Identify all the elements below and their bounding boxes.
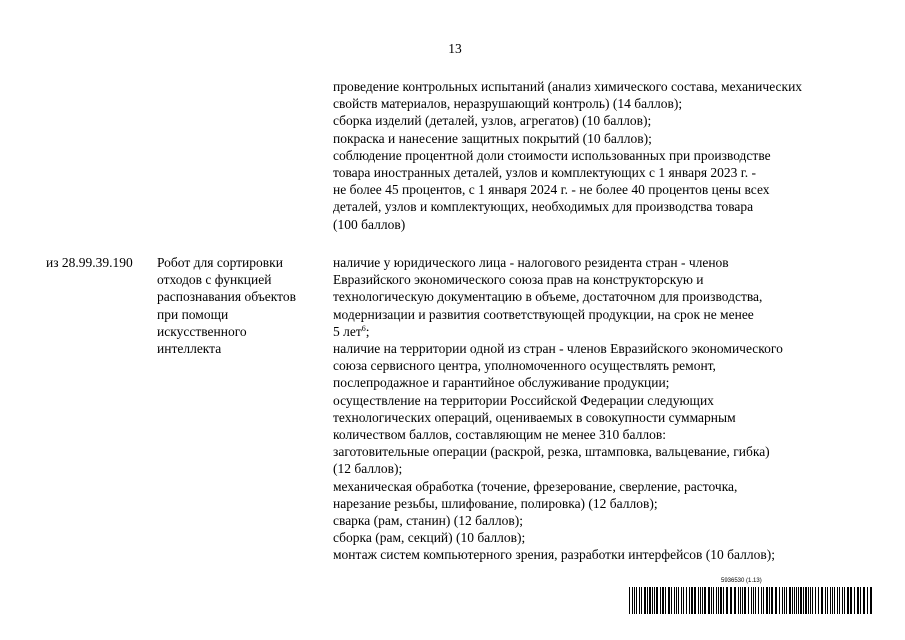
barcode-bar: [718, 587, 719, 614]
barcode-bar: [668, 587, 670, 614]
barcode-bar: [662, 587, 664, 614]
barcode-bar: [686, 587, 687, 614]
barcode-bar: [800, 587, 802, 614]
footnote-line-text: 5 лет: [333, 323, 362, 339]
product-name: [157, 254, 327, 357]
requirement-line: сборка изделий (деталей, узлов, агрегатов) (10 баллов);: [333, 113, 652, 129]
barcode-bar: [867, 587, 868, 614]
barcode-bar: [665, 587, 666, 614]
barcode-bar: [825, 587, 826, 614]
product-name-line: искусственного: [157, 323, 247, 339]
barcode-bar: [689, 587, 690, 614]
barcode-bar: [723, 587, 724, 614]
barcode-bar: [763, 587, 764, 614]
barcode-bar: [629, 587, 630, 614]
requirement-line: союза сервисного центра, уполномоченного осуществлять ремонт,: [333, 358, 716, 374]
footnote-line-punct: ;: [365, 323, 370, 339]
barcode-bar: [694, 587, 696, 614]
barcode-image: [629, 587, 873, 614]
barcode-bar: [758, 587, 759, 614]
barcode-bar: [730, 587, 732, 614]
barcode-caption: 5936530 (1.13): [721, 578, 762, 584]
barcode-bar: [652, 587, 653, 614]
requirement-line: сборка (рам, секций) (10 баллов);: [333, 530, 526, 546]
barcode-bar: [771, 587, 773, 614]
barcode-bar: [854, 587, 855, 614]
barcode-bar: [691, 587, 693, 614]
barcode-bar: [716, 587, 717, 614]
barcode-bar: [678, 587, 679, 614]
footnote-mark: 6: [361, 323, 366, 333]
barcode-bar: [847, 587, 849, 614]
barcode-bar: [821, 587, 823, 614]
requirement-line: товара иностранных деталей, узлов и комплектующих с 1 января 2023 г. -: [333, 165, 757, 181]
requirement-line: нарезание резьбы, шлифование, полировка) (12 баллов);: [333, 495, 658, 511]
barcode-bar: [751, 587, 752, 614]
requirement-line: наличие на территории одной из стран - членов Евразийского экономического: [333, 341, 783, 357]
product-name-line: при помощи: [157, 306, 229, 322]
barcode-bar: [844, 587, 845, 614]
barcode-bar: [860, 587, 861, 614]
requirement-line: количеством баллов, составляющим не менее 310 баллов:: [333, 427, 666, 443]
requirement-line: послепродажное и гарантийное обслуживание продукции;: [333, 375, 670, 391]
barcode-bar: [782, 587, 783, 614]
requirement-line: монтаж систем компьютерного зрения, разработки интерфейсов (10 баллов);: [333, 547, 775, 563]
barcode-bar: [639, 587, 640, 614]
barcode-bar: [700, 587, 701, 614]
previous-row-requirements: [333, 78, 873, 233]
barcode-bar: [649, 587, 651, 614]
barcode-bar: [839, 587, 840, 614]
barcode-bar: [830, 587, 831, 614]
barcode-bar: [812, 587, 813, 614]
barcode-bar: [641, 587, 642, 614]
barcode-bar: [827, 587, 828, 614]
barcode-bar: [674, 587, 675, 614]
product-name-line: отходов с функцией: [157, 272, 272, 288]
barcode-bar: [698, 587, 699, 614]
barcode-bar: [796, 587, 797, 614]
requirement-line: покраска и нанесение защитных покрытий (10 баллов);: [333, 130, 652, 146]
requirement-line: (12 баллов);: [333, 461, 403, 477]
barcode-bar: [794, 587, 795, 614]
requirement-line: соблюдение процентной доли стоимости использованных при производстве: [333, 147, 771, 163]
barcode-bar: [683, 587, 684, 614]
requirement-line: технологических операций, оцениваемых в совокупности суммарным: [333, 409, 736, 425]
barcode-bar: [708, 587, 710, 614]
barcode-bar: [671, 587, 672, 614]
barcode-bar: [676, 587, 677, 614]
barcode-bar: [711, 587, 712, 614]
barcode-bar: [834, 587, 835, 614]
requirement-line: механическая обработка (точение, фрезерование, сверление, расточка,: [333, 478, 738, 494]
product-code: из 28.99.39.190: [46, 255, 133, 270]
barcode-bar: [810, 587, 811, 614]
barcode-bar: [681, 587, 682, 614]
requirements-after-footnote: [333, 340, 873, 564]
requirement-line: технологическую документацию в объеме, достаточном для производства,: [333, 289, 763, 305]
requirement-line: осуществление на территории Российской Федерации следующих: [333, 392, 714, 408]
barcode-bar: [792, 587, 793, 614]
requirement-line: модернизации и развития соответствующей продукции, на срок не менее: [333, 306, 754, 322]
barcode-bar: [784, 587, 785, 614]
barcode-bar: [761, 587, 762, 614]
barcode-bar: [636, 587, 637, 614]
barcode-bar: [857, 587, 859, 614]
page-number: 13: [448, 41, 462, 56]
barcode-bar: [647, 587, 648, 614]
barcode-bar: [654, 587, 655, 614]
requirement-line: свойств материалов, неразрушающий контроль) (14 баллов);: [333, 96, 683, 112]
barcode-bar: [766, 587, 768, 614]
barcode-bar: [805, 587, 807, 614]
product-requirements: [333, 254, 873, 564]
barcode-bar: [632, 587, 633, 614]
requirement-line: сварка (рам, станин) (12 баллов);: [333, 513, 523, 529]
barcode-bar: [808, 587, 809, 614]
barcode-bar: [850, 587, 852, 614]
barcode-bar: [769, 587, 770, 614]
barcode-bar: [742, 587, 743, 614]
barcode-bar: [644, 587, 646, 614]
barcode-bar: [798, 587, 799, 614]
barcode-bar: [634, 587, 635, 614]
barcode-bar: [837, 587, 838, 614]
barcode-bar: [789, 587, 791, 614]
barcode-bar: [775, 587, 777, 614]
requirements-before-footnote: [333, 254, 873, 323]
barcode-bar: [815, 587, 816, 614]
barcode-bar: [740, 587, 741, 614]
barcode-bar: [779, 587, 780, 614]
requirement-line: проведение контрольных испытаний (анализ химического состава, механических: [333, 79, 803, 94]
product-name-line: интеллекта: [157, 341, 222, 357]
requirement-line: Евразийского экономического союза прав на конструкторскую и: [333, 272, 704, 288]
barcode-bar: [744, 587, 746, 614]
barcode-bar: [704, 587, 706, 614]
barcode-bar: [753, 587, 754, 614]
barcode-bar: [803, 587, 804, 614]
barcode-bar: [870, 587, 872, 614]
barcode-bar: [713, 587, 714, 614]
barcode-bar: [720, 587, 722, 614]
barcode-bar: [660, 587, 661, 614]
barcode-bar: [842, 587, 843, 614]
barcode-bar: [832, 587, 833, 614]
barcode-bar: [702, 587, 703, 614]
barcode-bar: [755, 587, 756, 614]
barcode-bar: [738, 587, 739, 614]
barcode-bar: [734, 587, 736, 614]
barcode-bar: [863, 587, 865, 614]
product-name-line: Робот для сортировки: [157, 255, 283, 270]
barcode-bar: [786, 587, 787, 614]
product-name-line: распознавания объектов: [157, 289, 296, 305]
barcode-bar: [748, 587, 749, 614]
requirement-line: не более 45 процентов, с 1 января 2024 г. - не более 40 процентов цены всех: [333, 182, 770, 198]
barcode-bar: [726, 587, 728, 614]
barcode-bar: [656, 587, 658, 614]
requirement-line: (100 баллов): [333, 216, 406, 232]
requirement-line: деталей, узлов и комплектующих, необходимых для производства товара: [333, 199, 754, 215]
requirement-line: наличие у юридического лица - налогового резидента стран - членов: [333, 255, 729, 270]
requirement-footnote-line: [333, 323, 873, 340]
requirement-line: заготовительные операции (раскрой, резка, штамповка, вальцевание, гибка): [333, 444, 770, 460]
barcode-bar: [818, 587, 819, 614]
